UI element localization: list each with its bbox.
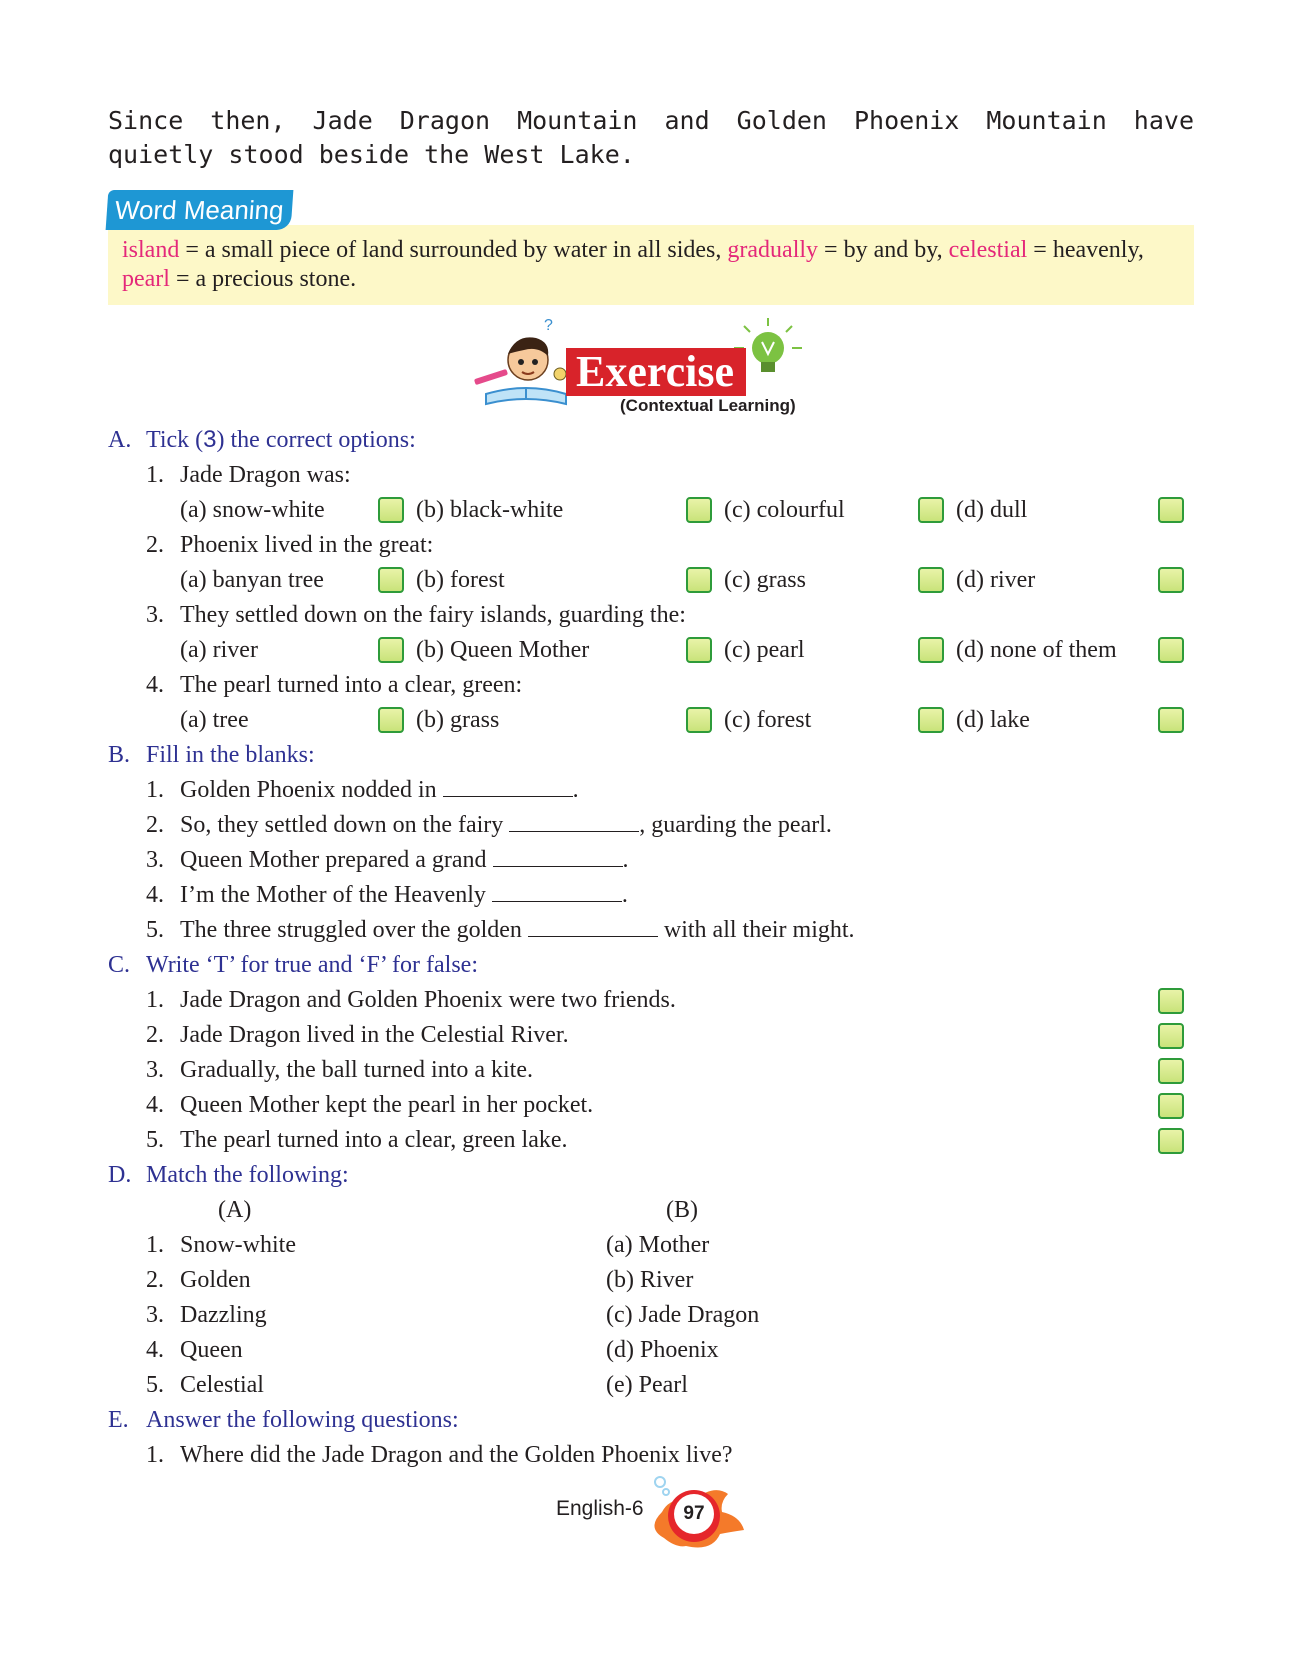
true-false-item bbox=[146, 1125, 568, 1155]
match-row bbox=[146, 1230, 296, 1260]
section-b-heading bbox=[108, 740, 315, 770]
section-letter: B. bbox=[108, 742, 131, 768]
item-number: 5. bbox=[146, 1127, 164, 1153]
question-a4 bbox=[146, 670, 522, 700]
option-text: (a) snow-white bbox=[180, 497, 325, 523]
question-a1 bbox=[146, 460, 351, 490]
book-title: English-6 bbox=[556, 1497, 644, 1520]
true-false-item bbox=[146, 1090, 593, 1120]
match-row bbox=[146, 1300, 267, 1330]
blank-line[interactable] bbox=[492, 881, 622, 902]
item-text: with all their might. bbox=[657, 917, 855, 943]
section-letter: A. bbox=[108, 427, 132, 453]
meaning-celestial: = heavenly, bbox=[1027, 237, 1144, 263]
answer-checkbox[interactable] bbox=[378, 567, 404, 593]
true-false-item bbox=[146, 1020, 569, 1050]
heading-text: ) the correct options: bbox=[216, 427, 416, 453]
question-text: The pearl turned into a clear, green: bbox=[180, 672, 523, 698]
answer-checkbox[interactable] bbox=[1158, 637, 1184, 663]
item-number: 4. bbox=[146, 1092, 164, 1118]
item-number: 1. bbox=[146, 1232, 164, 1258]
option-text: (d) dull bbox=[956, 497, 1028, 523]
item-number: 4. bbox=[146, 882, 164, 908]
match-b-text: (a) Mother bbox=[606, 1232, 710, 1258]
intro-paragraph: Since then, Jade Dragon Mountain and Golden Phoenix Mountain have quietly stood beside the West Lake. bbox=[108, 106, 1194, 169]
answer-checkbox[interactable] bbox=[1158, 497, 1184, 523]
match-a-text: Golden bbox=[180, 1267, 251, 1293]
fill-blank-item bbox=[146, 880, 628, 910]
match-b-text: (d) Phoenix bbox=[606, 1337, 719, 1363]
true-false-item bbox=[146, 1055, 533, 1085]
answer-checkbox[interactable] bbox=[686, 707, 712, 733]
word-celestial: celestial bbox=[948, 237, 1028, 263]
question-a2 bbox=[146, 530, 433, 560]
item-number: 1. bbox=[146, 1442, 164, 1468]
answer-checkbox[interactable] bbox=[1158, 707, 1184, 733]
answer-checkbox[interactable] bbox=[918, 707, 944, 733]
option-text: (a) tree bbox=[180, 707, 249, 733]
match-a-text: Snow-white bbox=[180, 1232, 296, 1258]
question-text: They settled down on the fairy islands, guarding the: bbox=[180, 602, 686, 628]
answer-checkbox[interactable] bbox=[378, 637, 404, 663]
item-number: 3. bbox=[146, 1057, 164, 1083]
question-number: 1. bbox=[146, 462, 164, 488]
heading-text: Tick ( bbox=[146, 427, 204, 453]
exercise-subtitle: (Contextual Learning) bbox=[620, 396, 796, 415]
item-number: 1. bbox=[146, 987, 164, 1013]
option-text: (b) black-white bbox=[416, 497, 564, 523]
question-text: Jade Dragon was: bbox=[180, 462, 351, 488]
tick-icon: 3 bbox=[203, 426, 217, 453]
page-number: 97 bbox=[674, 1494, 714, 1534]
fill-blank-item bbox=[146, 845, 629, 875]
answer-checkbox[interactable] bbox=[918, 637, 944, 663]
blank-line[interactable] bbox=[493, 846, 623, 867]
item-text: . bbox=[621, 882, 628, 908]
answer-checkbox[interactable] bbox=[378, 497, 404, 523]
item-text: Jade Dragon lived in the Celestial River. bbox=[180, 1022, 569, 1048]
answer-checkbox[interactable] bbox=[686, 637, 712, 663]
blank-line[interactable] bbox=[509, 811, 639, 832]
match-a-text: Dazzling bbox=[180, 1302, 267, 1328]
answer-checkbox[interactable] bbox=[918, 497, 944, 523]
section-e-heading bbox=[108, 1405, 459, 1435]
question-number: 4. bbox=[146, 672, 164, 698]
option-text: (c) pearl bbox=[724, 637, 805, 663]
heading-text: Fill in the blanks: bbox=[146, 742, 315, 768]
match-row bbox=[146, 1370, 264, 1400]
item-text: Queen Mother kept the pearl in her pocket. bbox=[180, 1092, 594, 1118]
answer-checkbox[interactable] bbox=[1158, 567, 1184, 593]
item-text: . bbox=[572, 777, 579, 803]
item-text: I’m the Mother of the Heavenly bbox=[180, 882, 492, 908]
match-row bbox=[146, 1335, 243, 1365]
answer-checkbox[interactable] bbox=[686, 497, 712, 523]
option-text: (b) Queen Mother bbox=[416, 637, 590, 663]
item-number: 3. bbox=[146, 1302, 164, 1328]
item-text: So, they settled down on the fairy bbox=[180, 812, 510, 838]
heading-text: Answer the following questions: bbox=[146, 1407, 459, 1433]
word-pearl: pearl bbox=[122, 266, 170, 292]
item-number: 3. bbox=[146, 847, 164, 873]
match-a-text: Celestial bbox=[180, 1372, 264, 1398]
match-b-text: (e) Pearl bbox=[606, 1372, 688, 1398]
blank-line[interactable] bbox=[528, 916, 658, 937]
question-text: Phoenix lived in the great: bbox=[180, 532, 434, 558]
question-number: 3. bbox=[146, 602, 164, 628]
blank-line[interactable] bbox=[443, 776, 573, 797]
item-number: 5. bbox=[146, 1372, 164, 1398]
meaning-pearl: = a precious stone. bbox=[169, 266, 357, 292]
answer-checkbox[interactable] bbox=[918, 567, 944, 593]
svg-text:?: ? bbox=[544, 317, 553, 334]
section-a-heading bbox=[108, 425, 416, 455]
reading-boy-icon bbox=[474, 317, 566, 404]
column-a-header: (A) bbox=[218, 1197, 252, 1223]
fill-blank-item bbox=[146, 810, 832, 840]
fill-blank-item bbox=[146, 915, 855, 945]
word-meaning-tag: Word Meaning bbox=[106, 190, 293, 230]
heading-text: Match the following: bbox=[146, 1162, 349, 1188]
item-text: Golden Phoenix nodded in bbox=[180, 777, 443, 803]
section-c-heading bbox=[108, 950, 478, 980]
answer-box[interactable] bbox=[1158, 988, 1184, 1014]
item-text: The three struggled over the golden bbox=[180, 917, 528, 943]
section-d-heading bbox=[108, 1160, 349, 1190]
item-number: 4. bbox=[146, 1337, 164, 1363]
answer-checkbox[interactable] bbox=[378, 707, 404, 733]
question-number: 2. bbox=[146, 532, 164, 558]
option-text: (d) river bbox=[956, 567, 1036, 593]
item-text: The pearl turned into a clear, green lake. bbox=[180, 1127, 568, 1153]
item-number: 2. bbox=[146, 812, 164, 838]
heading-text: Write ‘T’ for true and ‘F’ for false: bbox=[146, 952, 478, 978]
option-text: (a) river bbox=[180, 637, 258, 663]
item-number: 2. bbox=[146, 1022, 164, 1048]
item-text: Queen Mother prepared a grand bbox=[180, 847, 493, 873]
option-text: (d) none of them bbox=[956, 637, 1117, 663]
match-b-text: (b) River bbox=[606, 1267, 694, 1293]
fill-blank-item bbox=[146, 775, 579, 805]
item-number: 2. bbox=[146, 1267, 164, 1293]
true-false-item bbox=[146, 985, 676, 1015]
match-row bbox=[146, 1265, 251, 1295]
option-text: (c) colourful bbox=[724, 497, 845, 523]
option-text: (c) forest bbox=[724, 707, 812, 733]
section-letter: C. bbox=[108, 952, 131, 978]
item-text: , guarding the pearl. bbox=[639, 812, 832, 838]
answer-box[interactable] bbox=[1158, 1093, 1184, 1119]
exercise-title: Exercise bbox=[566, 348, 746, 396]
section-letter: E. bbox=[108, 1407, 129, 1433]
match-a-text: Queen bbox=[180, 1337, 243, 1363]
meaning-island: = a small piece of land surrounded by water in all sides, bbox=[179, 237, 728, 263]
question-a3 bbox=[146, 600, 686, 630]
option-text: (a) banyan tree bbox=[180, 567, 324, 593]
word-gradually: gradually bbox=[727, 237, 819, 263]
option-text: (d) lake bbox=[956, 707, 1030, 733]
section-letter: D. bbox=[108, 1162, 132, 1188]
option-text: (b) grass bbox=[416, 707, 500, 733]
word-meaning-text bbox=[122, 236, 1190, 294]
answer-box[interactable] bbox=[1158, 1058, 1184, 1084]
meaning-gradually: = by and by, bbox=[818, 237, 949, 263]
option-text: (c) grass bbox=[724, 567, 806, 593]
question-text: Where did the Jade Dragon and the Golden Phoenix live? bbox=[180, 1442, 733, 1468]
option-text: (b) forest bbox=[416, 567, 505, 593]
answer-box[interactable] bbox=[1158, 1023, 1184, 1049]
item-text: Gradually, the ball turned into a kite. bbox=[180, 1057, 534, 1083]
column-b-header: (B) bbox=[666, 1197, 698, 1223]
item-text: . bbox=[622, 847, 629, 873]
answer-box[interactable] bbox=[1158, 1128, 1184, 1154]
match-b-text: (c) Jade Dragon bbox=[606, 1302, 760, 1328]
word-island: island bbox=[122, 237, 180, 263]
answer-checkbox[interactable] bbox=[686, 567, 712, 593]
question-item bbox=[146, 1440, 733, 1470]
item-number: 5. bbox=[146, 917, 164, 943]
item-number: 1. bbox=[146, 777, 164, 803]
item-text: Jade Dragon and Golden Phoenix were two friends. bbox=[180, 987, 676, 1013]
